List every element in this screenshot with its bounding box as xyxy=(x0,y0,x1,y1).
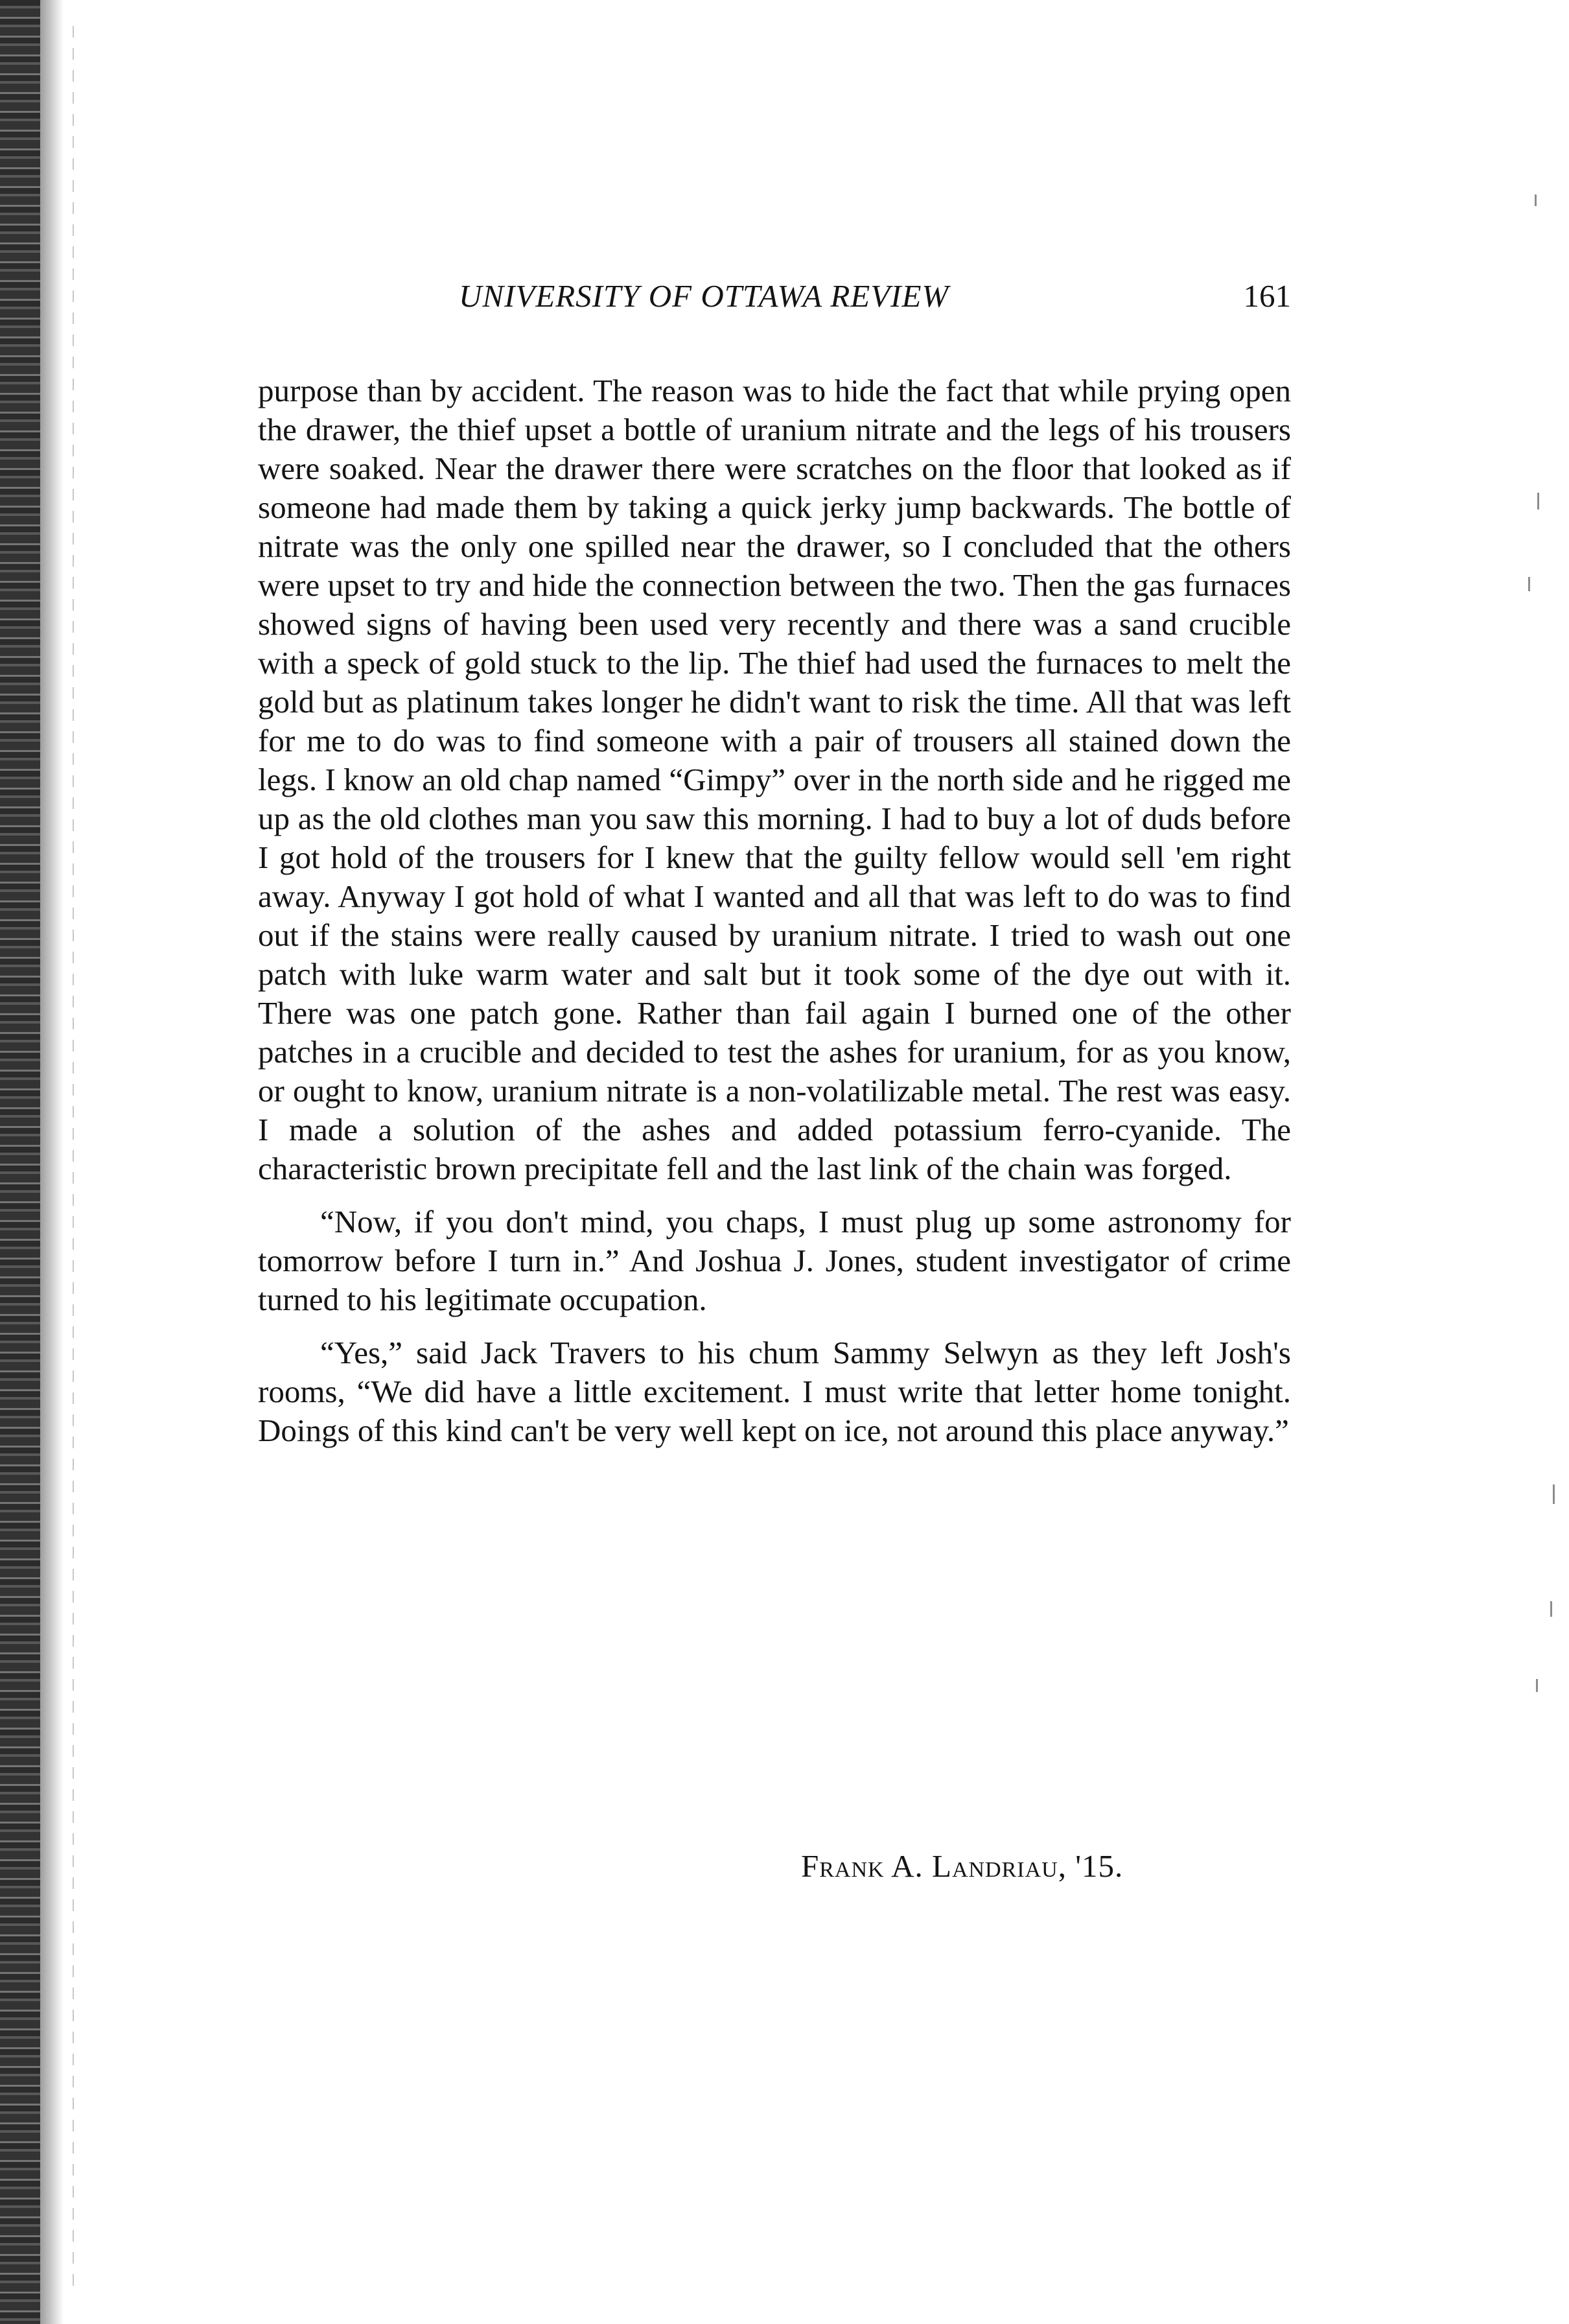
page-number: 161 xyxy=(1243,278,1291,314)
page-gutter-line xyxy=(73,26,74,2295)
scan-speck xyxy=(1537,493,1539,510)
scan-speck xyxy=(1528,577,1530,591)
running-title: UNIVERSITY OF OTTAWA REVIEW xyxy=(459,278,949,314)
article-body xyxy=(258,371,1291,1450)
paragraph: “Now, if you don't mind, you chaps, I must plug up some astronomy for tomorrow before I turn in.” And Joshua J. Jones, student investigator of crime turned to his legitimate occupation. xyxy=(258,1204,1291,1317)
book-binding-edge xyxy=(0,0,40,2324)
paragraph: purpose than by accident. The reason was to hide the fact that while prying open the drawer, the thief upset a bottle of uranium nitrate and the legs of his trousers were soaked. Near the drawer there were scratches on the floor that looked as if someone had made them by taking a quick jerky jump backwards. The bottle of nitrate was the only one spilled near the drawer, so I concluded that the others were upset to try and hide the connection between the two. Then the gas furnaces showed signs of having been used very recently and there was a sand crucible with a speck of gold stuck to the lip. The thief had used the furnaces to melt the gold but as platinum takes longer he didn't want to risk the time. All that was left for me to do was to find someone with a pair of trousers all stained down the legs. I know an old chap named “Gimpy” over in the north side and he rigged me up as the old clothes man you saw this morning. I had to buy a lot of duds before I got hold of the trousers for I knew that the guilty fellow would sell 'em right away. Anyway I got hold of what I wanted and all that was left to do was to find out if the stains were really caused by uranium nitrate. I tried to wash out one patch with luke warm water and salt but it took some of the dye out with it. There was one patch gone. Rather than fail again I burned one of the other patches in a crucible and decided to test the ashes for uranium, for as you know, or ought to know, uranium nitrate is a non-volatilizable metal. The rest was easy. I made a solution of the ashes and added potassium ferro-cyanide. The characteristic brown precipitate fell and the last link of the chain was forged. xyxy=(258,373,1291,1186)
paragraph: “Yes,” said Jack Travers to his chum Sammy Selwyn as they left Josh's rooms, “We did have a little excitement. I must write that letter home tonight. Doings of this kind can't be very well kept on ice, not around this place anyway.” xyxy=(258,1335,1291,1448)
scan-speck xyxy=(1535,194,1537,206)
author-signature: Frank A. Landriau, '15. xyxy=(801,1848,1124,1884)
scan-speck xyxy=(1550,1601,1552,1617)
scan-speck xyxy=(1536,1679,1538,1692)
scan-speck xyxy=(1553,1485,1555,1504)
page-header xyxy=(258,277,1291,319)
